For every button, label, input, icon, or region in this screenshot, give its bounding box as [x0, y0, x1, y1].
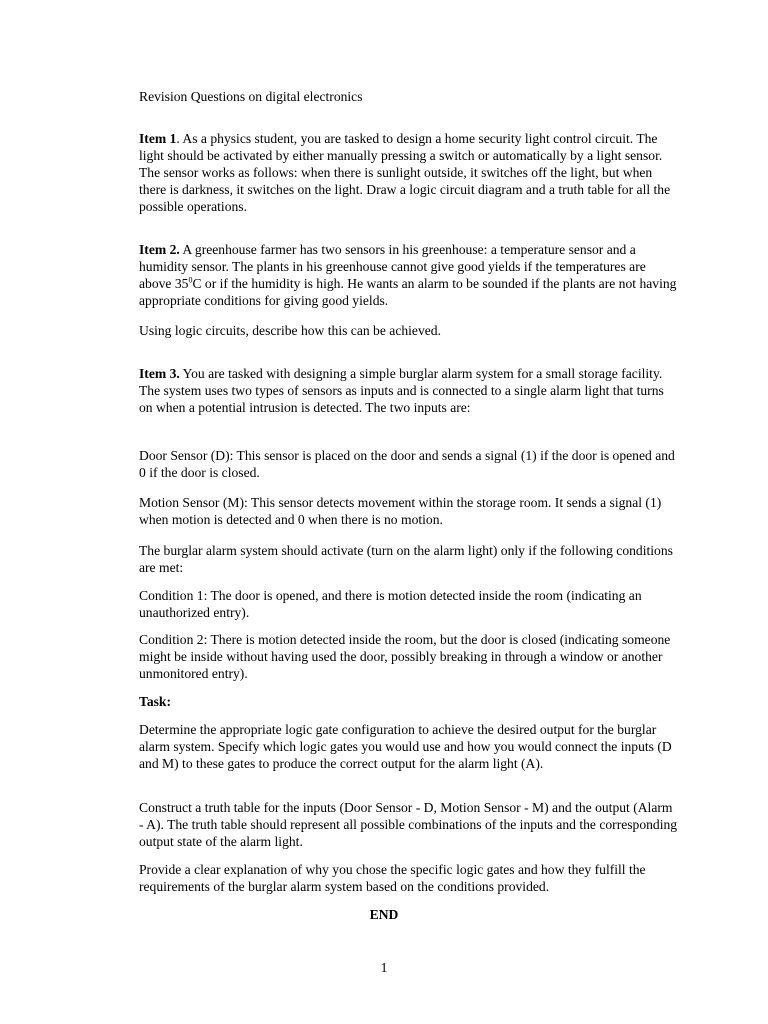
- item-1-text: . As a physics student, you are tasked to design a home security light control circuit. The light should be activated by either manually pressing a switch or automatically by a light sensor. The sensor works as follows: when there is sunlight outside, it switches off the light, but when there is darkness, it switches on the light. Draw a logic circuit diagram and a truth table for all the possible operations.: [139, 131, 671, 214]
- motion-sensor-paragraph: Motion Sensor (M): This sensor detects movement within the storage room. It sends a signal (1) when motion is detected and 0 when there is no motion.: [139, 495, 662, 527]
- door-sensor-paragraph: Door Sensor (D): This sensor is placed on the door and sends a signal (1) if the door is opened and 0 if the door is closed.: [139, 448, 675, 480]
- item-1-paragraph: [139, 130, 679, 215]
- item-1-label: Item 1: [139, 131, 177, 146]
- task-2-paragraph: Construct a truth table for the inputs (Door Sensor - D, Motion Sensor - M) and the output (Alarm - A). The truth table should represent all possible combinations of the inputs and the corresponding output state of the alarm light.: [139, 800, 678, 849]
- item-2-followup: Using logic circuits, describe how this can be achieved.: [139, 323, 441, 338]
- task-3-paragraph: Provide a clear explanation of why you chose the specific logic gates and how they fulfill the requirements of the burglar alarm system based on the conditions provided.: [139, 862, 646, 894]
- task-heading: Task:: [139, 694, 171, 709]
- item-2-label: Item 2.: [139, 242, 180, 257]
- condition-1-paragraph: Condition 1: The door is opened, and there is motion detected inside the room (indicating an unauthorized entry).: [139, 588, 642, 620]
- task-1-paragraph: Determine the appropriate logic gate configuration to achieve the desired output for the burglar alarm system. Specify which logic gates you would use and how you would connect the inputs (D and M) to these gates to produce the correct output for the alarm light (A).: [139, 722, 672, 771]
- page-number: 1: [380, 960, 388, 975]
- activation-paragraph: The burglar alarm system should activate (turn on the alarm light) only if the following conditions are met:: [139, 543, 673, 575]
- item-2-text-before: A greenhouse farmer has two sensors in his greenhouse: a temperature sensor and a humidity sensor. The plants in his greenhouse cannot give good yields if the temperatures are above 35: [139, 242, 646, 291]
- item-2-text-after: C or if the humidity is high. He wants an alarm to be sounded if the plants are not having appropriate conditions for giving good yields.: [139, 276, 677, 308]
- document-title: Revision Questions on digital electronics: [139, 89, 363, 104]
- end-marker: END: [369, 907, 399, 922]
- item-3-label: Item 3.: [139, 366, 180, 381]
- degree-superscript: 0: [188, 275, 193, 285]
- item-3-paragraph: [139, 365, 679, 416]
- condition-2-paragraph: Condition 2: There is motion detected inside the room, but the door is closed (indicating someone might be inside without having used the door, possibly breaking in through a window or another unmonitored entry).: [139, 632, 671, 681]
- item-3-intro: You are tasked with designing a simple burglar alarm system for a small storage facility. The system uses two types of sensors as inputs and is connected to a single alarm light that turns on when a potential intrusion is detected. The two inputs are:: [139, 366, 664, 415]
- item-2-paragraph: [139, 241, 679, 309]
